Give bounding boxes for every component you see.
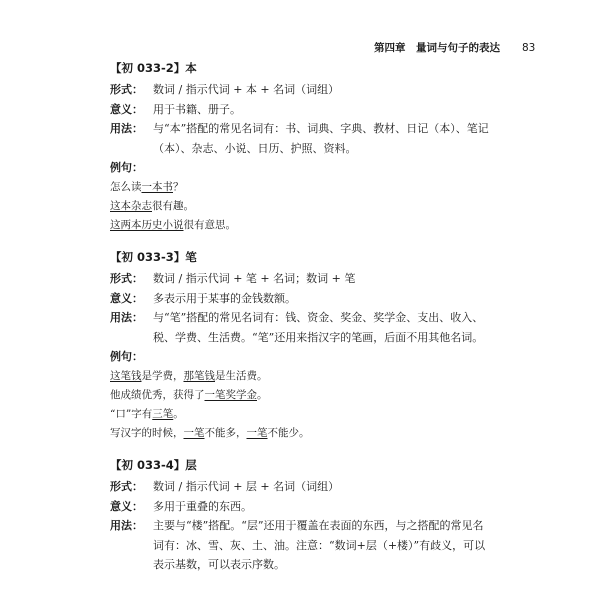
example-sentence: 写汉字的时候，一笔不能多，一笔不能少。 xyxy=(110,427,310,439)
usage-row: 用法： 与“本”搭配的常见名词有：书、词典、字典、教材、日记（本）、笔记（本）、杂志、小说、日历、护照、资料。 xyxy=(110,119,490,158)
meaning-text: 用于书籍、册子。 xyxy=(153,102,241,116)
meaning-row: 意义： 多表示用于某事的金钱数额。 xyxy=(110,289,490,309)
form-row: 形式： 数词 / 指示代词 + 本 + 名词（词组） xyxy=(110,80,490,100)
running-header xyxy=(374,40,535,55)
meaning-row: 意义： 用于书籍、册子。 xyxy=(110,100,490,120)
usage-row: 用法： 主要与“楼”搭配。“层”还用于覆盖在表面的东西，与之搭配的常见名词有：冰、雪、灰、土、油。注意：“数词+层（+楼）”有歧义，可以表示基数，可以表示序数。 xyxy=(110,516,490,575)
meaning-row: 意义： 多用于重叠的东西。 xyxy=(110,497,490,517)
form-text: 数词 / 指示代词 + 本 + 名词（词组） xyxy=(153,83,340,96)
meaning-text: 多表示用于某事的金钱数额。 xyxy=(153,291,296,305)
entry-title: 【初 033-2】本 xyxy=(110,61,197,75)
entry-bi xyxy=(110,247,490,443)
entry-ben xyxy=(110,58,490,235)
usage-text: 主要与“楼”搭配。“层”还用于覆盖在表面的东西，与之搭配的常见名词有：冰、雪、灰、土、油。注意：“数词+层（+楼）”有歧义，可以表示基数，可以表示序数。 xyxy=(153,519,486,571)
form-row: 形式： 数词 / 指示代词 + 笔 + 名词；数词 + 笔 xyxy=(110,269,490,289)
meaning-text: 多用于重叠的东西。 xyxy=(153,499,252,513)
example-sentence: 这本杂志很有趣。 xyxy=(110,200,194,212)
usage-text: 与“本”搭配的常见名词有：书、词典、字典、教材、日记（本）、笔记（本）、杂志、小说、日历、护照、资料。 xyxy=(153,122,489,155)
usage-row: 用法： 与“笔”搭配的常见名词有：钱、资金、奖金、奖学金、支出、收入、税、学费、生活费。“笔”还用来指汉字的笔画，后面不用其他名词。 xyxy=(110,308,490,347)
example-sentence: 这笔钱是学费，那笔钱是生活费。 xyxy=(110,370,268,382)
form-text: 数词 / 指示代词 + 笔 + 名词；数词 + 笔 xyxy=(153,272,356,285)
chapter-title: 第四章 量词与句子的表达 xyxy=(374,42,500,54)
entry-title: 【初 033-4】层 xyxy=(110,458,197,472)
page-number: 83 xyxy=(522,42,536,54)
form-text: 数词 / 指示代词 + 层 + 名词（词组） xyxy=(153,480,340,493)
entry-ceng xyxy=(110,455,490,575)
example-sentence: 他成绩优秀，获得了一笔奖学金。 xyxy=(110,389,268,401)
form-row: 形式： 数词 / 指示代词 + 层 + 名词（词组） xyxy=(110,477,490,497)
example-sentence: 这两本历史小说很有意思。 xyxy=(110,219,236,231)
example-label: 例句： xyxy=(110,350,143,363)
example-sentence: 怎么读一本书？ xyxy=(110,181,184,193)
example-label: 例句： xyxy=(110,161,143,174)
page-content xyxy=(110,58,490,587)
example-sentence: “口”字有三笔。 xyxy=(110,408,184,420)
entry-title: 【初 033-3】笔 xyxy=(110,250,197,264)
usage-text: 与“笔”搭配的常见名词有：钱、资金、奖金、奖学金、支出、收入、税、学费、生活费。“笔”还用来指汉字的笔画，后面不用其他名词。 xyxy=(153,311,484,344)
